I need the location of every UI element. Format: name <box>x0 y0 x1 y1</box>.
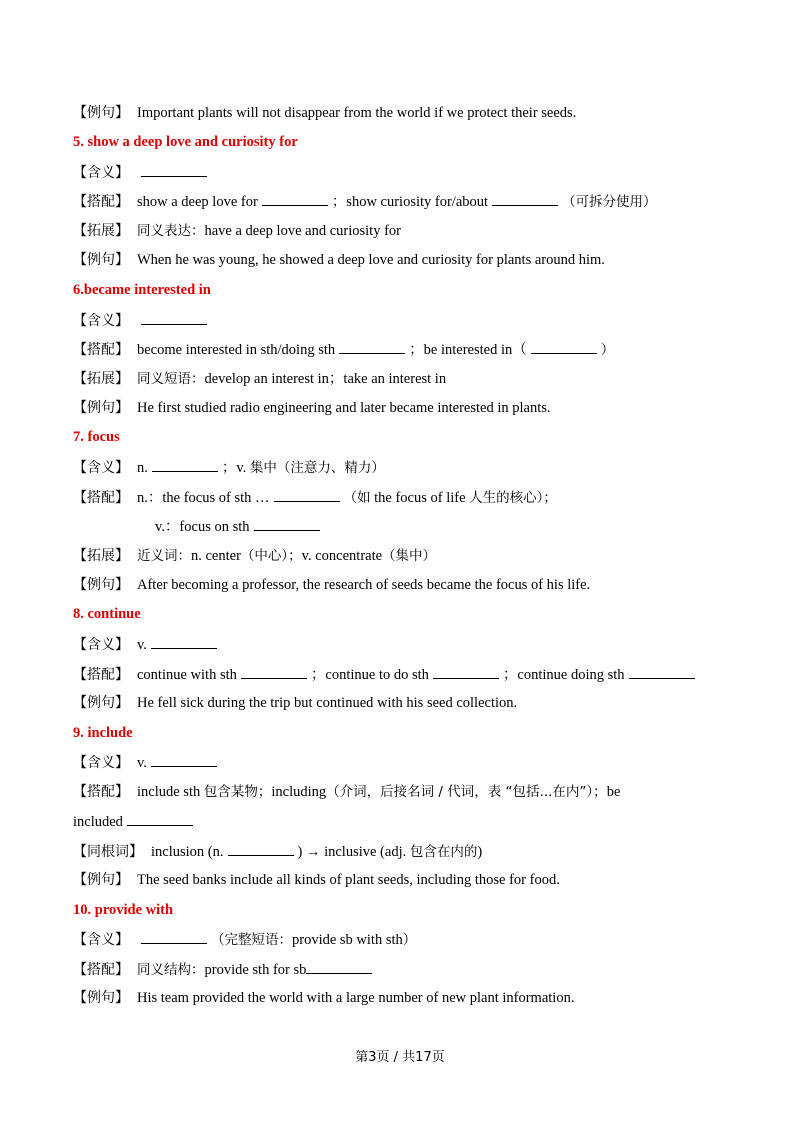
cognate-label: 【同根词】 <box>73 844 143 860</box>
extension-text: n. center <box>191 548 241 564</box>
answer-blank <box>306 959 372 974</box>
example-line-7 <box>73 575 740 595</box>
example-text: The seed banks include all kinds of plant seeds, including those for food. <box>137 872 560 888</box>
answer-blank <box>141 162 207 177</box>
heading-5: 5. show a deep love and curiosity for <box>73 134 298 150</box>
extension-prefix: 同义表达： <box>137 223 205 239</box>
answer-blank <box>339 339 405 354</box>
answer-blank <box>241 664 307 679</box>
collocation-text: ；show curiosity for/about <box>331 194 489 210</box>
extension-label: 【拓展】 <box>73 371 129 387</box>
meaning-text: provide sb with sth <box>292 932 403 948</box>
collocation-note: （可拆分使用） <box>562 194 657 210</box>
answer-blank <box>151 634 217 649</box>
cognate-line-9 <box>73 841 740 862</box>
meaning-label: 【含义】 <box>73 932 129 948</box>
collocation-text: included <box>73 814 123 830</box>
example-label: 【例句】 <box>73 577 129 593</box>
answer-blank <box>152 457 218 472</box>
collocation-text: 包含某物； <box>203 784 272 800</box>
answer-blank <box>629 664 695 679</box>
answer-blank <box>492 191 558 206</box>
collocation-label: 【搭配】 <box>73 784 129 800</box>
collocation-label: 【搭配】 <box>73 194 129 210</box>
cognate-text: ) <box>477 844 483 860</box>
collocation-label: 【搭配】 <box>73 962 129 978</box>
extension-text: v. concentrate <box>301 548 383 564</box>
example-line-8 <box>73 693 740 713</box>
meaning-pos: v. <box>137 637 147 653</box>
page-number: 第3页 / 共17页 <box>355 1050 445 1065</box>
meaning-line-10 <box>73 929 740 950</box>
heading-8: 8. continue <box>73 606 141 622</box>
heading-7: 7. focus <box>73 429 120 445</box>
extension-line-6 <box>73 369 740 389</box>
cognate-text: inclusion (n. <box>151 844 224 860</box>
collocation-text: 人生的核心）； <box>469 490 557 506</box>
example-label: 【例句】 <box>73 105 129 121</box>
collocation-label: 【搭配】 <box>73 342 129 358</box>
collocation-line-7 <box>73 487 740 508</box>
meaning-label: 【含义】 <box>73 755 129 771</box>
meaning-label: 【含义】 <box>73 460 129 476</box>
collocation-text: ；be interested in（ <box>409 342 527 358</box>
collocation-line-5 <box>73 191 740 212</box>
collocation-text: （介词，后接名词 / 代词，表 “包括...在内”）； <box>326 784 607 800</box>
answer-blank <box>141 310 207 325</box>
heading-9: 9. include <box>73 725 133 741</box>
collocation-line-9b <box>73 811 740 832</box>
answer-blank <box>228 841 294 856</box>
collocation-text: ） <box>600 342 615 358</box>
example-text: When he was young, he showed a deep love and curiosity for plants around him. <box>137 252 605 268</box>
heading-6: 6.became interested in <box>73 282 211 298</box>
extension-text: have a deep love and curiosity for <box>204 223 401 239</box>
example-line-10 <box>73 988 740 1008</box>
example-label: 【例句】 <box>73 990 129 1006</box>
example-line-6 <box>73 398 740 418</box>
extension-label: 【拓展】 <box>73 548 129 564</box>
cognate-text: ) → inclusive (adj. <box>297 844 407 860</box>
extension-text: （中心）； <box>240 548 302 564</box>
answer-blank <box>274 487 340 502</box>
example-label: 【例句】 <box>73 872 129 888</box>
example-text: Important plants will not disappear from the world if we protect their seeds. <box>137 105 577 121</box>
collocation-label: 【搭配】 <box>73 490 129 506</box>
answer-blank <box>151 752 217 767</box>
example-text: After becoming a professor, the research of seeds became the focus of his life. <box>137 577 591 593</box>
extension-text: develop an interest in；take an interest in <box>204 371 447 387</box>
answer-blank <box>254 516 320 531</box>
collocation-text: ；continue doing sth <box>502 667 625 683</box>
example-line-4 <box>73 103 740 123</box>
meaning-pos: v. <box>137 755 147 771</box>
collocation-text: continue with sth <box>137 667 237 683</box>
meaning-label: 【含义】 <box>73 637 129 653</box>
heading-10: 10. provide with <box>73 902 174 918</box>
answer-blank <box>262 191 328 206</box>
answer-blank <box>127 811 193 826</box>
collocation-line-10 <box>73 959 740 980</box>
meaning-line-8 <box>73 634 740 655</box>
extension-text: （集中） <box>382 548 437 564</box>
example-line-9 <box>73 870 740 890</box>
example-text: He fell sick during the trip but continued with his seed collection. <box>137 695 518 711</box>
collocation-text: ；continue to do sth <box>310 667 429 683</box>
example-label: 【例句】 <box>73 695 129 711</box>
extension-label: 【拓展】 <box>73 223 129 239</box>
meaning-line-9 <box>73 752 740 773</box>
collocation-text: （如 <box>343 490 371 506</box>
meaning-line-6 <box>73 310 740 331</box>
cognate-text: 包含在内的 <box>409 844 478 860</box>
collocation-text: including <box>271 784 327 800</box>
collocation-line-8 <box>73 664 740 685</box>
collocation-line-7b <box>155 516 740 537</box>
collocation-line-9 <box>73 782 740 802</box>
extension-prefix: 同义短语： <box>137 371 205 387</box>
collocation-text: show a deep love for <box>137 194 258 210</box>
answer-blank <box>433 664 499 679</box>
collocation-line-6 <box>73 339 740 360</box>
meaning-line-5 <box>73 162 740 183</box>
collocation-text: n.：the focus of sth … <box>137 490 270 506</box>
collocation-text: become interested in sth/doing sth <box>137 342 336 358</box>
collocation-text: include sth <box>137 784 201 800</box>
extension-line-7 <box>73 546 740 566</box>
collocation-text: v.：focus on sth <box>155 519 250 535</box>
collocation-label: 【搭配】 <box>73 667 129 683</box>
example-label: 【例句】 <box>73 252 129 268</box>
collocation-text: provide sth for sb <box>204 962 307 978</box>
meaning-text: 集中（注意力、精力） <box>249 460 385 476</box>
meaning-line-7 <box>73 457 740 478</box>
meaning-label: 【含义】 <box>73 165 129 181</box>
meaning-pos: ；v. <box>221 460 247 476</box>
answer-blank <box>141 929 207 944</box>
meaning-text: ） <box>402 932 417 948</box>
extension-line-5 <box>73 221 740 241</box>
collocation-text: be <box>606 784 621 800</box>
answer-blank <box>531 339 597 354</box>
collocation-text: the focus of life <box>374 490 466 506</box>
collocation-prefix: 同义结构： <box>137 962 205 978</box>
meaning-pos: n. <box>137 460 148 476</box>
extension-prefix: 近义词： <box>137 548 191 564</box>
meaning-label: 【含义】 <box>73 313 129 329</box>
example-text: His team provided the world with a large number of new plant information. <box>137 990 575 1006</box>
meaning-text: （完整短语： <box>211 932 292 948</box>
example-text: He first studied radio engineering and later became interested in plants. <box>137 400 551 416</box>
example-line-5 <box>73 250 740 270</box>
example-label: 【例句】 <box>73 400 129 416</box>
